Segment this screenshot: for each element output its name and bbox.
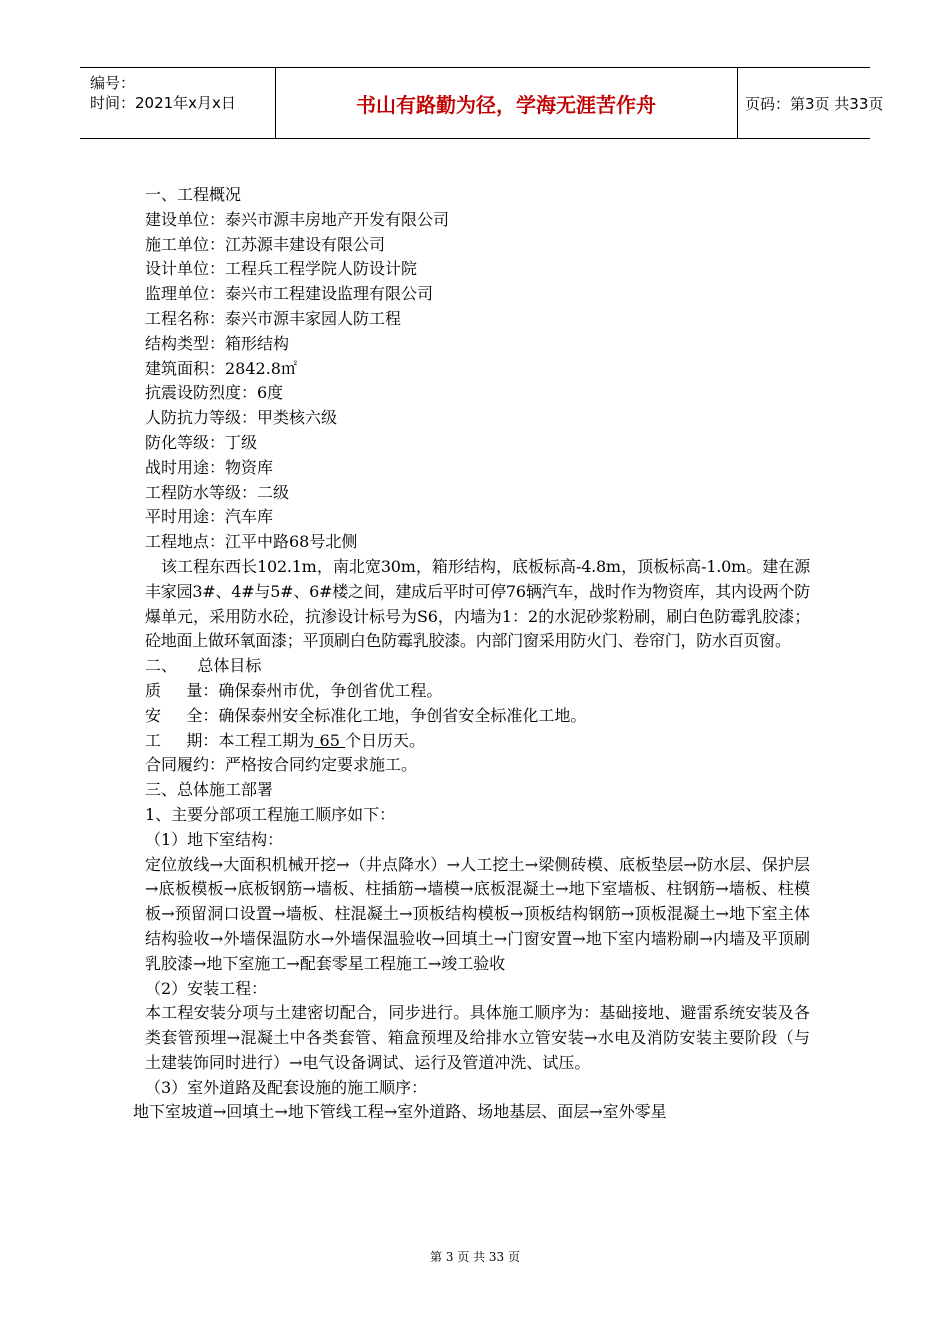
subsection-outdoor-title: （3）室外道路及配套设施的施工顺序： bbox=[145, 1077, 428, 1097]
construction-order-intro: 1、主要分部项工程施工顺序如下： bbox=[145, 804, 396, 824]
goal-period-value: 65 bbox=[314, 730, 345, 750]
goal-quality: 质 量：确保泰州市优，争创省优工程。 bbox=[145, 680, 443, 700]
subsection-outdoor-text: 地下室坡道→回填土→地下管线工程→室外道路、场地基层、面层→室外零星 bbox=[133, 1102, 667, 1122]
field-construction-unit: 建设单位：泰兴市源丰房地产开发有限公司 bbox=[145, 209, 450, 229]
goal-period-prefix: 工 期：本工程工期为 bbox=[145, 730, 315, 750]
field-civil-defense-grade: 人防抗力等级：甲类核六级 bbox=[145, 408, 338, 428]
subsection-basement-text: 定位放线→大面积机械开挖→（井点降水）→人工挖土→梁侧砖模、底板垫层→防水层、保护层→底板模板→底板钢筋→墙板、柱插筋→墙模→底板混凝土→地下室墙板、柱钢筋→墙板、柱模板→预留洞口设置→墙板、柱混凝土→顶板结构模板→顶板结构钢筋→顶板混凝土→地下室主体结构验收→外墙保温防水→外墙保温验收→回填土→门窗安置→地下室内墙粉刷→内墙及平顶刷乳胶漆→地下室施工→配套零星工程施工→竣工验收 bbox=[145, 854, 810, 973]
field-project-name: 工程名称：泰兴市源丰家园人防工程 bbox=[145, 308, 402, 328]
subsection-installation-title: （2）安装工程： bbox=[145, 978, 268, 998]
section-1-title: 一、工程概况 bbox=[145, 185, 242, 204]
field-chemical-defense-grade: 防化等级：丁级 bbox=[145, 432, 258, 452]
goal-period-suffix: 个日历天。 bbox=[344, 730, 425, 750]
field-structure-type: 结构类型：箱形结构 bbox=[145, 333, 290, 353]
goal-period bbox=[145, 729, 810, 754]
field-peacetime-use: 平时用途：汽车库 bbox=[145, 507, 274, 527]
project-description: 该工程东西长102.1m，南北宽30m，箱形结构，底板标高-4.8m，顶板标高-1.0m。建在源丰家园3#、4#与5#、6#楼之间，建成后平时可停76辆汽车，战时作为物资库，其内设两个防爆单元，采用防水砼，抗渗设计标号为S6，内墙为1：2的水泥砂浆粉刷，刷白色防霉乳胶漆；砼地面上做环氧面漆；平顶刷白色防霉乳胶漆。内部门窗采用防火门、卷帘门，防水百页窗。 bbox=[145, 556, 810, 651]
field-waterproof-grade: 工程防水等级：二级 bbox=[145, 482, 290, 502]
subsection-installation-text: 本工程安装分项与土建密切配合，同步进行。具体施工顺序为：基础接地、避雷系统安装及各类套管预埋→混凝土中各类套管、箱盒预埋及给排水立管安装→水电及消防安装主要阶段（与土建装饰同时进行）→电气设备调试、运行及管道冲洗、试压。 bbox=[145, 1003, 810, 1072]
header-motto: 书山有路勤为径，学海无涯苦作舟 bbox=[275, 68, 738, 138]
header-meta-cell bbox=[80, 68, 276, 138]
field-design-unit: 设计单位：工程兵工程学院人防设计院 bbox=[145, 259, 418, 279]
field-wartime-use: 战时用途：物资库 bbox=[145, 457, 274, 477]
section-2-title: 二、 总体目标 bbox=[145, 656, 262, 676]
section-3-title: 三、总体施工部署 bbox=[145, 780, 274, 800]
field-building-area: 建筑面积：2842.8㎡ bbox=[145, 358, 297, 378]
document-number-label: 编号： bbox=[90, 74, 136, 92]
page-header bbox=[80, 67, 884, 139]
goal-contract: 合同履约：严格按合同约定要求施工。 bbox=[145, 755, 418, 775]
page-footer: 第 3 页 共 33 页 bbox=[430, 1250, 520, 1264]
field-project-location: 工程地点：江平中路68号北侧 bbox=[145, 532, 358, 552]
field-builder-unit: 施工单位：江苏源丰建设有限公司 bbox=[145, 234, 386, 254]
field-seismic-intensity: 抗震设防烈度：6度 bbox=[145, 383, 284, 403]
document-time-label: 时间：2021年x月x日 bbox=[90, 94, 236, 112]
goal-safety: 安 全：确保泰州安全标准化工地，争创省安全标准化工地。 bbox=[145, 705, 587, 725]
field-supervision-unit: 监理单位：泰兴市工程建设监理有限公司 bbox=[145, 284, 434, 304]
header-page-number: 页码：第3页 共33页 bbox=[745, 94, 884, 113]
document-body bbox=[133, 183, 810, 1125]
subsection-basement-title: （1）地下室结构： bbox=[145, 829, 284, 849]
